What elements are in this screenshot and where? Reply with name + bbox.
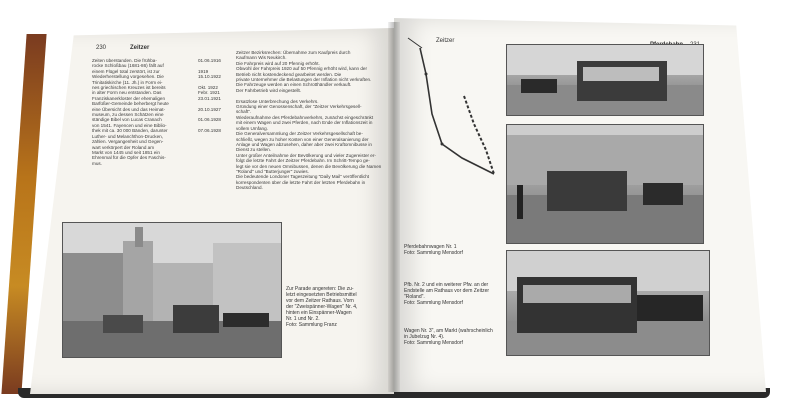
route-map bbox=[402, 34, 502, 194]
tram-parade-image bbox=[63, 223, 281, 357]
left-page-header: Zeitzer bbox=[130, 45, 150, 51]
right-caption-1: Pferdebahnwagen Nr. 1 Foto: Sammlung Mensdorf bbox=[404, 244, 463, 256]
right-page-header-left: Zeitzer bbox=[436, 38, 455, 44]
left-dates-column: 01.06.1916 1919 15.10.1922 Okt. 1922 Febr. 1921 23.01.1921 20.10.1927 01.06.1928 07.06.1928 bbox=[198, 58, 221, 134]
horse-tram-image-1 bbox=[507, 45, 703, 115]
right-caption-3: Wagen Nr. 3", am Markt (wahrscheinlich in Jubelzug Nr. 4). Foto: Sammlung Mensdorf bbox=[404, 328, 493, 346]
tram-photo-3 bbox=[506, 250, 710, 356]
left-body-text: Zeiten überstanden. Die frühba- rocke Schloßbau (1681-86) fällt auf einem Flügel total zerstört, ist zur Wiederherstellung vorgesehen. Die Trinitatiskirche (11. Jh.) in Form ei- nes griechischen Kreuzes ist bereits in alter Form neu entstanden. Das Franziskanerkloster der ehemaligen Barfüßer-Gemeinde beherbergt heute eine Übersicht des und das Heimat- museum, zu dessen Schätzen eine ständige Bibel von Lucas Cranach von 1541. Fayencen und eine Biblio- thek mit ca. 30 000 Bänden, darunter Luther- und Melanchthon-Drucken, zählen. Vergangenheit und Gegen- wart verkörpert der Roland am Markt von 1445 und seit 1851 ein Ehrenmal für die Opfer des Faschis- mus. bbox=[92, 58, 169, 166]
tram-photo-1 bbox=[506, 44, 704, 116]
horse-tram-image-3 bbox=[507, 251, 709, 355]
right-caption-2: Pfb. Nr. 2 und ein weiterer Pfw. an der Endstelle am Rathaus vor dem Zeitzer "Roland". Foto: Sammlung Mensdorf bbox=[404, 282, 490, 306]
left-chronicle-text: Zeitzer Bezirksrechen: Übernahme zum Kaufpreis durch Kaufmann Wis Neukirch. Die Fahrpreis wird auf 20 Pfennig erhöht. Obwohl der Fahrpreis 1920 auf 50 Pfennig erhöht wird, kann der Betrieb nicht kostendeckend gearbeitet werden. Die private Unternehmer die Belastungen der Inflation nicht verkraften. Die Fahrzeuge werden an einen Schrotthändler verkauft. Der Fahrbetrieb wird eingestellt. Ersatzlose Unterbrechung des Verkehrs. Gründung einer Genossenschaft, der "Zeitzer Verkehrsgesell- schaft". Wiederaufnahme des Pferdebahnverkehrs, zunächst eingeschränkt mit einem Wagen und zwei Pferden, nach Ende der Inflationszeit in vollem Umfang. Die Generalversammlung der Zeitzer Verkehrsgesellschaft be- schließt, wegen zu hoher Kosten von einer Generalsanierung der Anlage und Wagen abzusehen, daher aber zwei Kraftomnibusse in Dienst zu stellen. Unter großer Anteilnahme der Bevölkerung und vieler Zugereister er- folgt die letzte Fahrt der Zeitzer Pferdebahn. Im Schritt-Tempo ge- legt sie vor den neuen Omnibussen, denen die Bevölkerung die Namen "Roland" und "Butterjunger" zuwies. Die bedeutende Londoner Tageszeitung "Daily Mail" veröffentlicht korrespondenten über die letzte Fahrt der letzten Pferdebahn in Deutschland. bbox=[236, 50, 382, 191]
tram-parade-photo bbox=[62, 222, 282, 358]
left-photo-caption: Zur Parade angereten: Die zu- letzt eingesetzten Betriebsmittel vor dem Zeitzer Rathaus. Vorn der "Zweispänner-Wagen" Nr. 4, hinten ein Einspänner-Wagen Nr. 1 und Nr. 2. Foto: Sammlung Franz bbox=[286, 286, 358, 328]
tram-photo-2 bbox=[506, 124, 704, 244]
book-spine bbox=[388, 22, 400, 392]
horse-tram-image-2 bbox=[507, 125, 703, 243]
left-page-number: 230 bbox=[96, 45, 107, 51]
